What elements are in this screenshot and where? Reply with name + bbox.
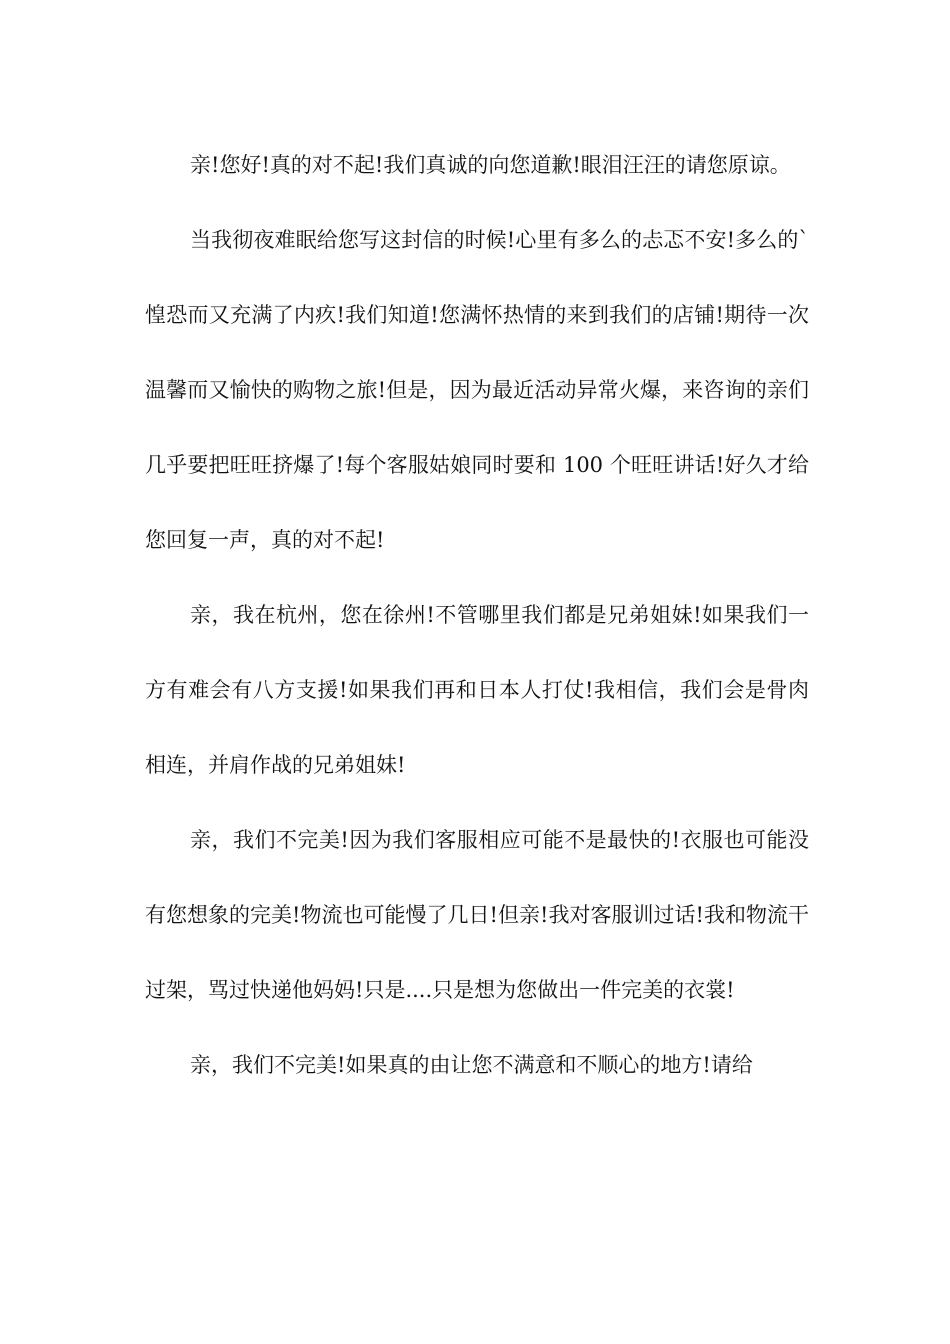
paragraph-request: 亲，我们不完美!如果真的由让您不满意和不顺心的地方!请给 <box>190 1053 753 1077</box>
letter-body <box>145 128 809 1103</box>
paragraph-apology: 亲!您好!真的对不起!我们真诚的向您道歉!眼泪汪汪的请您原谅。 <box>190 153 791 177</box>
paragraph-sleepless-night: 当我彻夜难眠给您写这封信的时候!心里有多么的忐忑不安!多么的`惶恐而又充满了内疚!我们知道!您满怀热情的来到我们的店铺!期待一次温馨而又愉快的购物之旅!但是，因为最近活动异常火爆，来咨询的亲们几乎要把旺旺挤爆了!每个客服姑娘同时要和 100 个旺旺讲话!好久才给您回复一声，真的对不起! <box>145 228 809 552</box>
paragraph-brothers-sisters: 亲，我在杭州，您在徐州!不管哪里我们都是兄弟姐妹!如果我们一方有难会有八方支援!如果我们再和日本人打仗!我相信，我们会是骨肉相连，并肩作战的兄弟姐妹! <box>145 603 809 777</box>
paragraph-not-perfect: 亲，我们不完美!因为我们客服相应可能不是最快的!衣服也可能没有您想象的完美!物流也可能慢了几日!但亲!我对客服训过话!我和物流干过架，骂过快递他妈妈!只是....只是想为您做出一件完美的衣裳! <box>145 828 809 1002</box>
